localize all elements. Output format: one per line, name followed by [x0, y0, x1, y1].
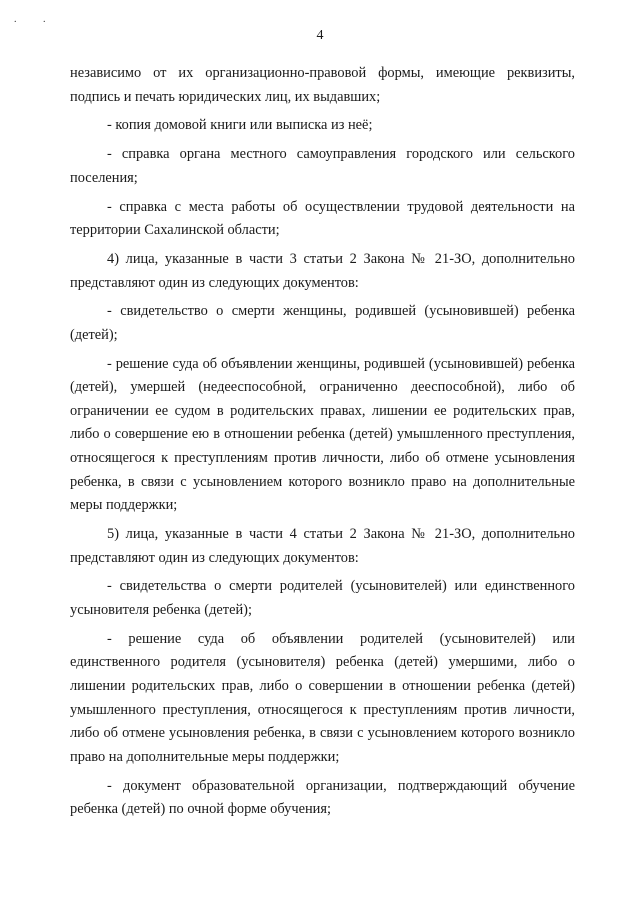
paragraph: - свидетельство о смерти женщины, родившей (усыновившей) ребенка (детей);	[70, 303, 575, 343]
paragraph: - справка органа местного самоуправления городского или сельского поселения;	[70, 146, 575, 186]
paragraph: - справка с места работы об осуществлении трудовой деятельности на территории Сахалинской области;	[70, 198, 575, 239]
paragraph: независимо от их организационно-правовой формы, имеющие реквизиты, подпись и печать юридических лиц, их выдавших;	[70, 65, 575, 105]
corner-marks: . .	[14, 14, 58, 25]
paragraph: - решение суда об объявлении родителей (усыновителей) или единственного родителя (усыновителя) ребенка (детей) умершими, либо о лишении родительских прав, либо о совершении в отношении ребенка (детей) умышленного преступления, относящегося к преступлениям против личности, либо об отмене усыновления ребенка, в связи с усыновлением которого возникло право на дополнительные меры поддержки;	[70, 630, 575, 765]
paragraph: - решение суда об объявлении женщины, родившей (усыновившей) ребенка (детей), умершей (недееспособной, ограниченно дееспособной), либо об ограничении ее судом в родительских правах, лишении ее родительских прав, либо о совершение ею в отношении ребенка (детей) умышленного преступления, относящегося к преступлениям против личности, либо об отмене усыновления ребенка, в связи с усыновлением которого возникло право на дополнительные меры поддержки;	[70, 355, 575, 514]
paragraph: 5) лица, указанные в части 4 статьи 2 Закона № 21-ЗО, дополнительно представляют один из следующих документов:	[70, 526, 575, 566]
paragraph: - свидетельства о смерти родителей (усыновителей) или единственного усыновителя ребенка (детей);	[70, 578, 575, 618]
paragraph: 4) лица, указанные в части 3 статьи 2 Закона № 21-ЗО, дополнительно представляют один из следующих документов:	[70, 250, 575, 291]
document-body	[70, 62, 575, 827]
paragraph: - документ образовательной организации, подтверждающий обучение ребенка (детей) по очной форме обучения;	[70, 777, 575, 818]
page-number: 4	[316, 28, 324, 43]
paragraph: - копия домовой книги или выписка из неё;	[107, 117, 373, 134]
